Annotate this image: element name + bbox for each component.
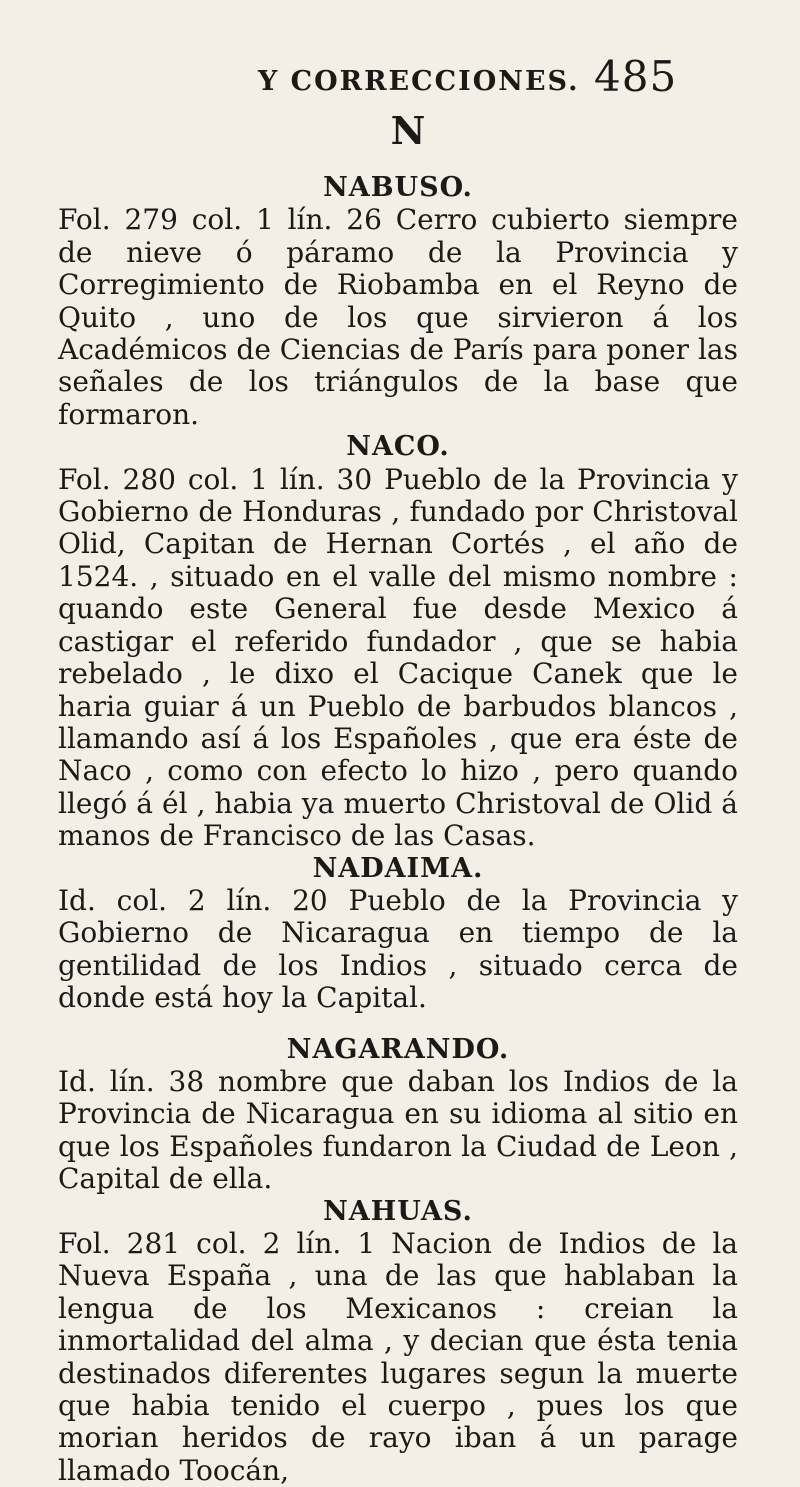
running-head: Y CORRECCIONES. — [258, 66, 580, 97]
dictionary-body — [58, 172, 738, 1487]
entry-nahuas — [58, 1196, 738, 1487]
section-letter: N — [390, 108, 426, 153]
entry-title: NABUSO. — [323, 172, 473, 203]
entry-nadaima — [58, 853, 738, 1015]
page-header — [0, 52, 800, 102]
entry-title: NADAIMA. — [312, 852, 484, 884]
entry-naco — [58, 431, 738, 852]
entry-text: Id. lín. 38 nombre que daban los Indios de la Provincia de Nicaragua en su idioma al sitio en que los Españoles fundaron la Ciudad de Leon , Capital de ella. — [58, 1064, 738, 1196]
entry-title: NAHUAS. — [323, 1195, 473, 1227]
entry-text: Fol. 280 col. 1 lín. 30 Pueblo de la Provincia y Gobierno de Honduras , fundado por Christoval Olid, Capitan de Hernan Cortés , el año de 1524. , situado en el valle del mismo nombre : quando este General fue desde Mexico á castigar el referido fundador , que se habia rebelado , le dixo el Cacique Canek que le haria guiar á un Pueblo de barbudos blancos , llamando así á los Españoles , que era éste de Naco , como con efecto lo hizo , pero quando llegó á él , habia ya muerto Christoval de Olid á manos de Francisco de las Casas. — [58, 462, 738, 853]
entry-gap — [58, 1015, 738, 1034]
entry-title: NAGARANDO. — [286, 1033, 510, 1065]
entry-title: NACO. — [346, 431, 450, 463]
entry-text: Fol. 281 col. 2 lín. 1 Nacion de Indios de la Nueva España , una de las que hablaban la lengua de los Mexicanos : creian la inmortalidad del alma , y decian que ésta tenia destinados diferentes lugares segun la muerte que habia tenido el cuerpo , pues los que morian heridos de rayo iban á un parage llamado Toocán, — [58, 1227, 738, 1487]
entry-text: Id. col. 2 lín. 20 Pueblo de la Provincia y Gobierno de Nicaragua en tiempo de la gentilidad de los Indios , situado cerca de donde está hoy la Capital. — [58, 883, 738, 1015]
entry-nagarando — [58, 1034, 738, 1196]
entry-nabuso — [58, 172, 738, 431]
entry-text: Fol. 279 col. 1 lín. 26 Cerro cubierto siempre de nieve ó páramo de la Provincia y Corregimiento de Riobamba en el Reyno de Quito , uno de los que sirvieron á los Académicos de Ciencias de París para poner las señales de los triángulos de la base que formaron. — [58, 203, 738, 431]
page-number: 485 — [594, 52, 678, 101]
